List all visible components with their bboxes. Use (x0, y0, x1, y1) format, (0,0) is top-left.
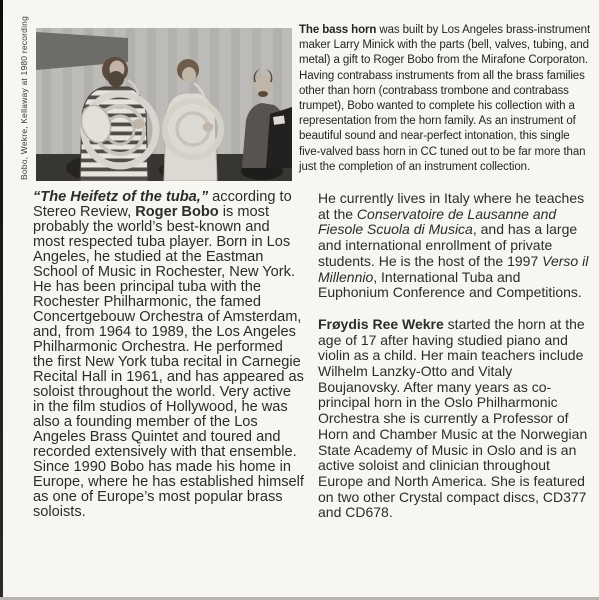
wekre-paragraph (318, 317, 592, 521)
italy-text-3: , International Tuba and Euphonium Conference and Competitions. (318, 268, 582, 301)
scan-edge-left (0, 0, 3, 600)
italy-paragraph (318, 191, 592, 301)
photo-caption: Bobo, Wekre, Kellaway at 1980 recording (19, 15, 29, 180)
wekre-name: Frøydis Ree Wekre (318, 315, 444, 332)
bobo-paragraph (33, 190, 305, 520)
bass-horn-body: was built by Los Angeles brass-instrument maker Larry Minick with the parts (bell, valves, tubing, and metal) a gift to Roger Bobo from the Mirafone Corporaton. Having contrabass instruments from all the brass families other than horn (contrabass trombone and contrabass trumpet), Bobo wanted to complete his collection with a representation from the horn family. As an instrument of beautiful sound and near-perfect intonation, this single five-valved bass horn in CC tuned out to be far more than just the completion of an instrument collection. (299, 24, 591, 173)
italy-text-1: He currently lives in Italy where he teaches at the (318, 190, 585, 222)
bobo-body: is most probably the world’s best-known and most respected tuba player. Born in Los Angeles, he studied at the Eastman School of Music in Rochester, New York. He has been principal tuba with the Rochester Philharmonic, the famed Concertgebouw Orchestra of Amsterdam, and, from 1964 to 1989, the Los Angeles Philharmonic Orchestra. He performed the first New York tuba recital in Carnegie Recital Hall in 1961, and has appeared as soloist throughout the world. Very active in the film studios of Hollywood, he was also a founding member of the Los Angeles Brass Quintet and toured and recorded extensively with that ensemble. Since 1990 Bobo has made his home in Europe, where he has established himself as one of Europe’s most popular brass soloists. (33, 204, 304, 520)
bobo-mid-text: according to Stereo Review, (33, 189, 292, 220)
right-column (318, 191, 592, 521)
wekre-body: started the horn at the age of 17 after having studied piano and violin as a child. Her main teachers include Wilhelm Lanzky-Otto and Vitaly Boujanovsky. After many years as co-principal horn in the Oslo Philharmonic Orchestra she is currently a Professor of Horn and Chamber Music at the Norwegian State Academy of Music in Oslo and is an active soloist and clinician throughout Europe and North America. She is featured on two other Crystal compact discs, CD377 and CD678. (318, 315, 588, 521)
bass-horn-lead: The bass horn (299, 24, 377, 36)
piano (266, 107, 292, 168)
italy-text-2: , and has a large and international enrollment of private students. He is the host of the 1997 (318, 221, 578, 269)
photo-bobo-wekre-kellaway (36, 28, 292, 181)
verso-il-millennio-italic: Verso il Millennio (318, 252, 589, 285)
bass-horn-paragraph (299, 23, 592, 175)
heifetz-quote: “The Heifetz of the tuba,” (33, 189, 209, 205)
roger-bobo-name: Roger Bobo (135, 204, 219, 220)
conservatoire-italic: Conservatoire de Lausanne and Fiesole Scuola di Musica (318, 205, 557, 238)
